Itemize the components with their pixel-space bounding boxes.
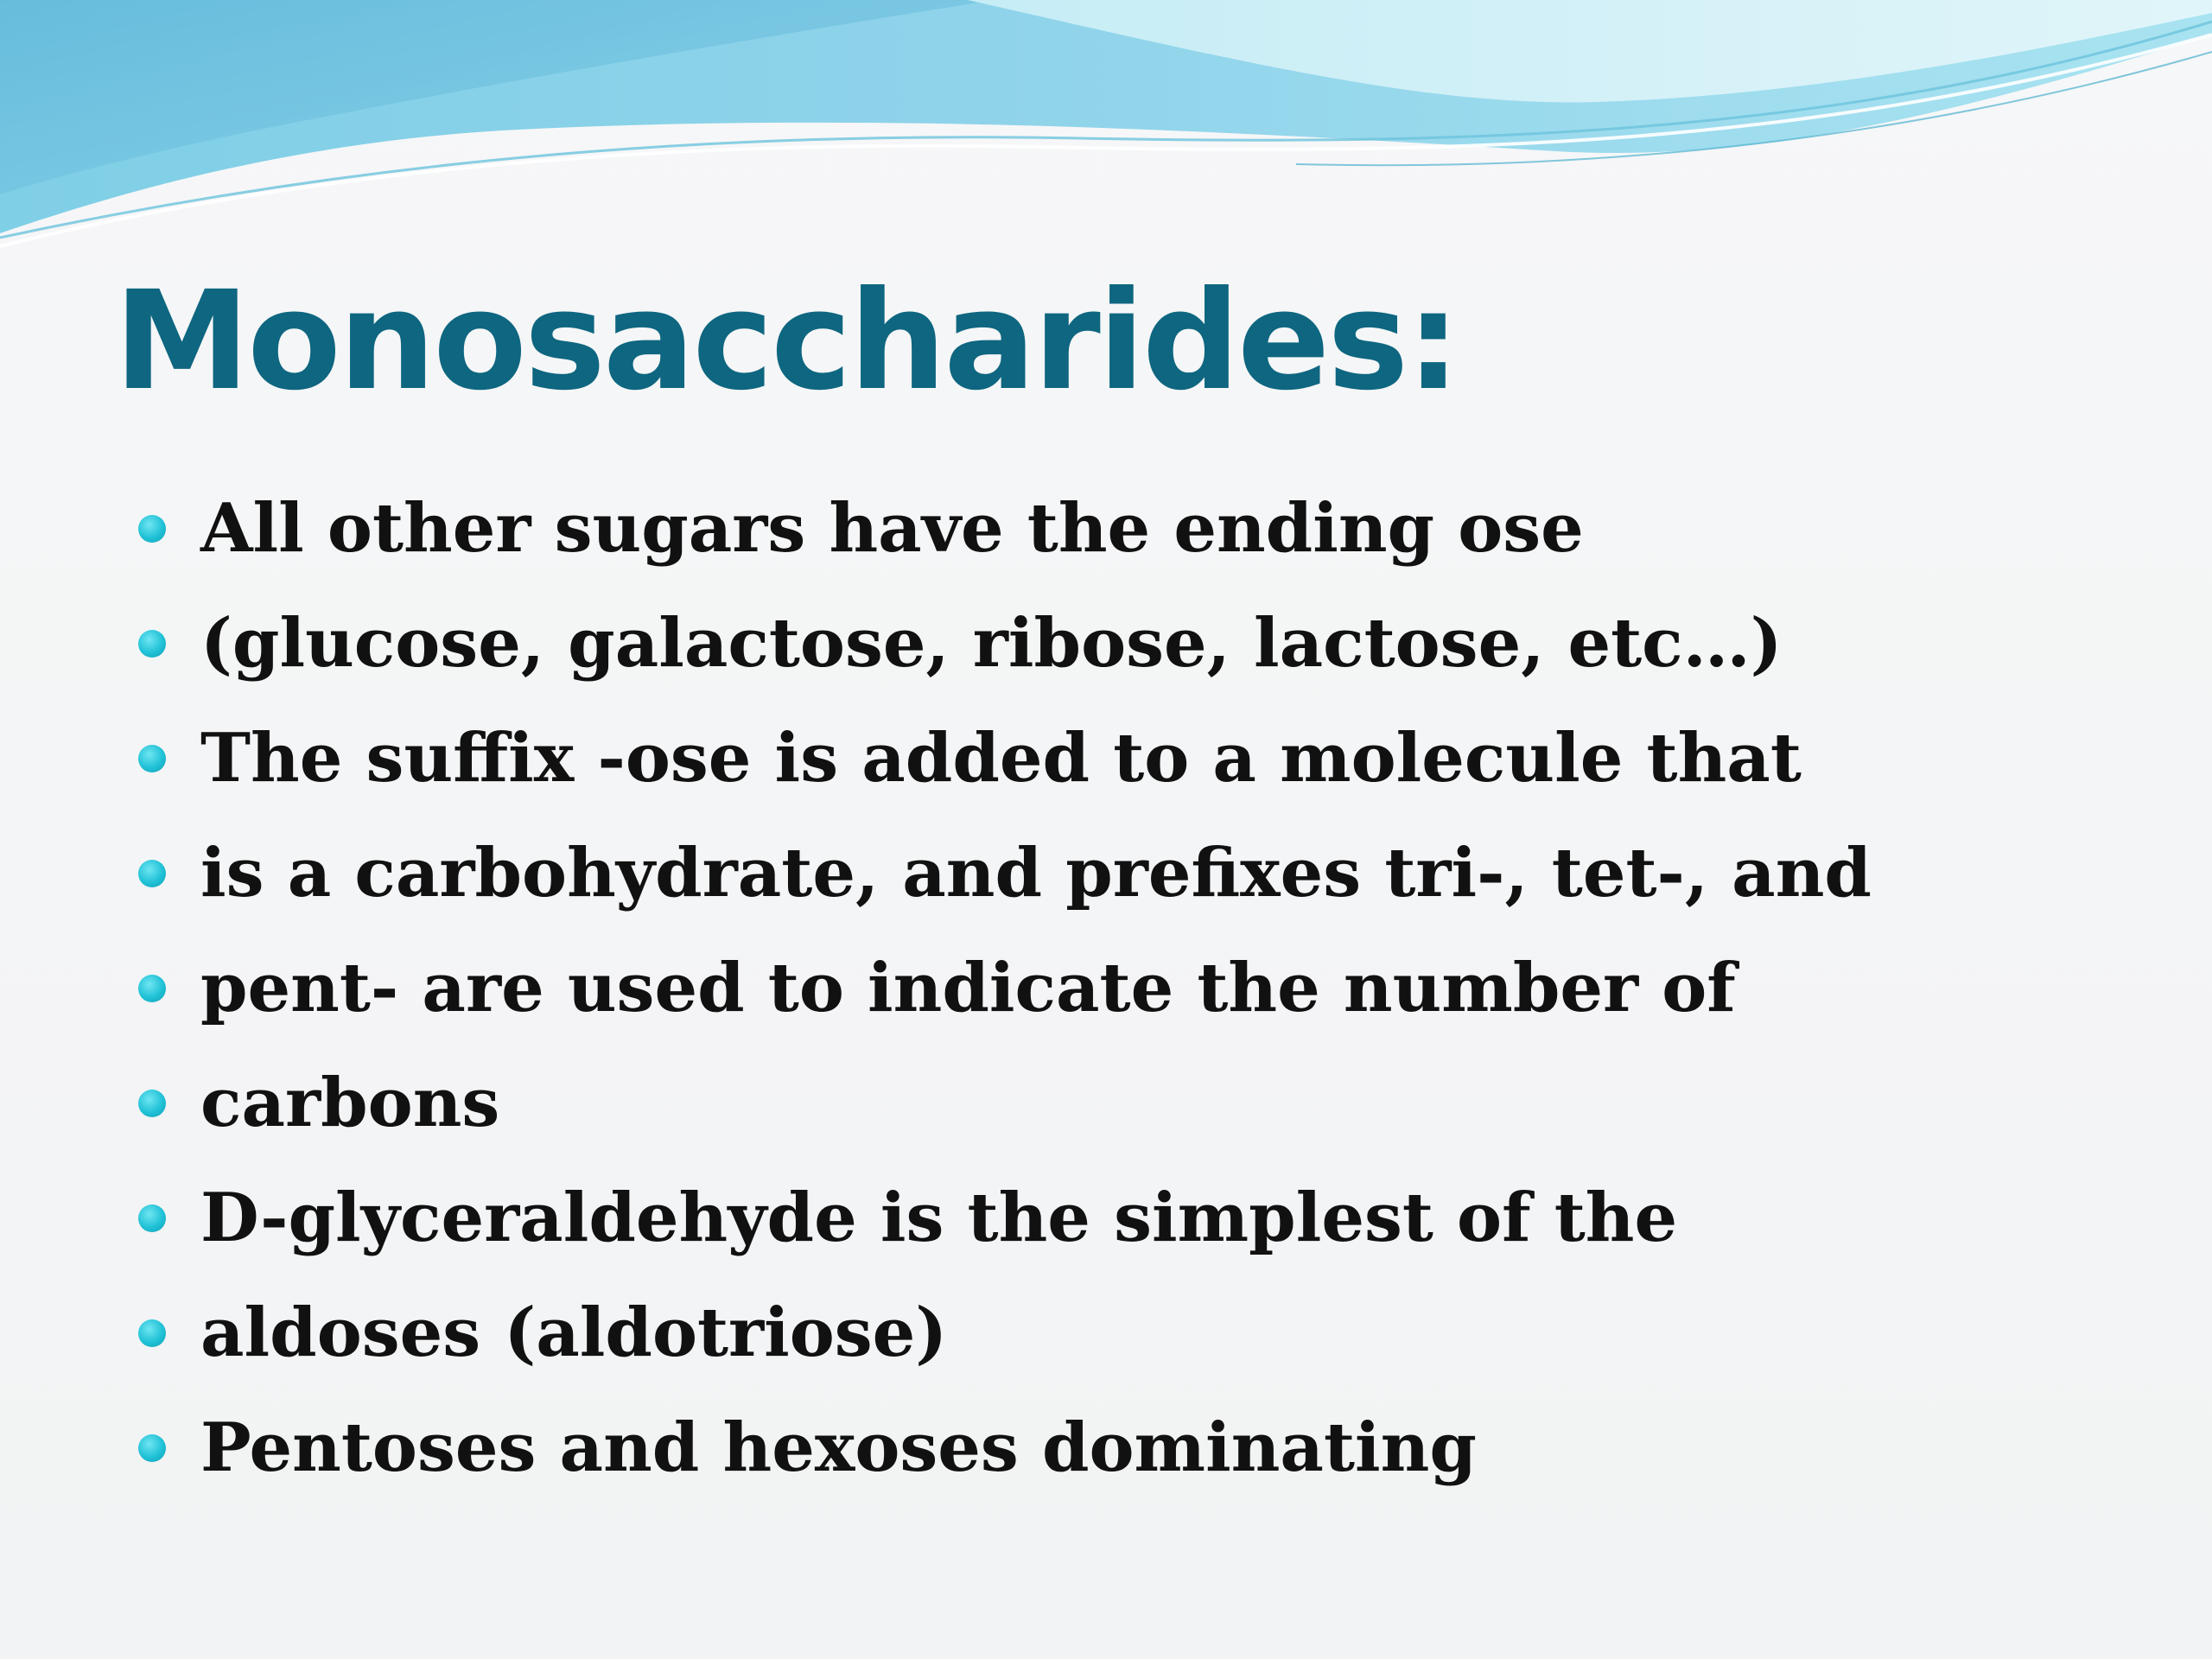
bullet-dot-icon (138, 975, 166, 1002)
bullet-dot-icon (138, 745, 166, 772)
bullet-item (138, 592, 2126, 707)
bullet-text: (glucose, galactose, ribose, lactose, etc…) (200, 604, 1783, 683)
bullet-item (138, 1052, 2126, 1166)
bullet-item (138, 707, 2126, 822)
bullet-text: carbons (200, 1064, 500, 1142)
bullet-text: aldoses (aldotriose) (200, 1294, 948, 1372)
bullet-dot-icon (138, 515, 166, 543)
bullet-dot-icon (138, 1434, 166, 1462)
bullet-item (138, 1396, 2126, 1500)
bullet-dot-icon (138, 860, 166, 887)
bullet-text: pent- are used to indicate the number of (200, 949, 1736, 1027)
bullet-text: is a carbohydrate, and prefixes tri-, tet-, and (200, 834, 1872, 912)
bullet-item (138, 1281, 2126, 1396)
bullet-item (138, 937, 2126, 1052)
bullet-text: Pentoses and hexoses dominating (200, 1408, 1477, 1487)
bullet-dot-icon (138, 1090, 166, 1117)
header-wave-decoration (0, 0, 2212, 259)
bullet-dot-icon (138, 630, 166, 658)
bullet-item (138, 477, 2126, 592)
bullet-text: D-glyceraldehyde is the simplest of the (200, 1179, 1678, 1257)
slide-title: Monosaccharides: (114, 262, 1459, 421)
bullet-item (138, 1166, 2126, 1281)
bullet-dot-icon (138, 1205, 166, 1232)
bullet-text: All other sugars have the ending ose (200, 489, 1584, 568)
bullet-item (138, 822, 2126, 937)
bullet-dot-icon (138, 1319, 166, 1347)
bullet-list (138, 477, 2126, 1500)
bullet-text: The suffix -ose is added to a molecule that (200, 719, 1802, 798)
